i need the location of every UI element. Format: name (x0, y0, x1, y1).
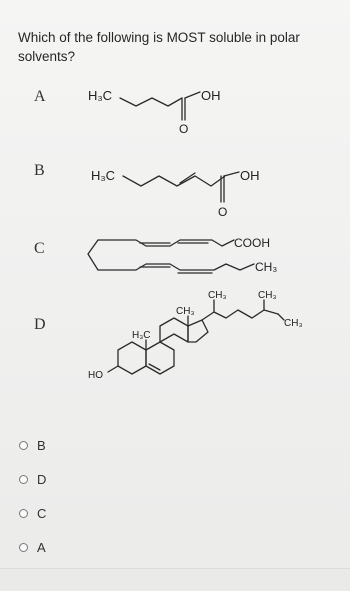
molecule-a-right-group: OH (201, 88, 221, 103)
molecule-c-bottom-group: CH₃ (255, 260, 278, 274)
answer-choice-label: C (37, 505, 47, 521)
molecule-a (88, 80, 248, 150)
option-label-c: C (34, 240, 45, 257)
answer-choice-label: D (37, 471, 47, 487)
radio-button[interactable] (19, 509, 28, 518)
molecule-d-ch3-b: CH₃ (208, 290, 227, 301)
molecule-d-h3c-group: H₃C (132, 330, 151, 341)
svg-text:O: O (218, 205, 228, 219)
question-text: Which of the following is MOST soluble in polar solvents? (18, 30, 300, 64)
option-label-a: A (34, 88, 46, 105)
answer-choice-a[interactable] (19, 538, 46, 556)
molecule-c-top-group: COOH (234, 236, 270, 250)
molecule-d-ch3-c: CH₃ (258, 290, 277, 301)
molecule-b (91, 160, 281, 230)
answer-choice-d[interactable] (19, 470, 46, 488)
molecule-d-ho-group: HO (88, 370, 103, 381)
option-label-b: B (34, 162, 45, 179)
answer-choice-b[interactable] (19, 436, 46, 454)
molecule-d-ch3-d: CH₃ (284, 318, 303, 329)
molecule-d-ch3-a: CH₃ (176, 306, 195, 317)
svg-text:O: O (179, 122, 189, 136)
answer-choice-label: B (37, 437, 46, 453)
footer-band (0, 568, 350, 591)
radio-button[interactable] (19, 441, 28, 450)
option-label-d: D (34, 316, 46, 333)
answer-choice-label: A (37, 539, 46, 555)
molecule-b-right-group: OH (240, 168, 260, 183)
molecule-a-left-group: H₃C (88, 88, 113, 103)
radio-button[interactable] (19, 543, 28, 552)
molecule-b-left-group: H₃C (91, 168, 116, 183)
radio-button[interactable] (19, 475, 28, 484)
answer-choice-c[interactable] (19, 504, 46, 522)
molecule-d (88, 262, 328, 392)
